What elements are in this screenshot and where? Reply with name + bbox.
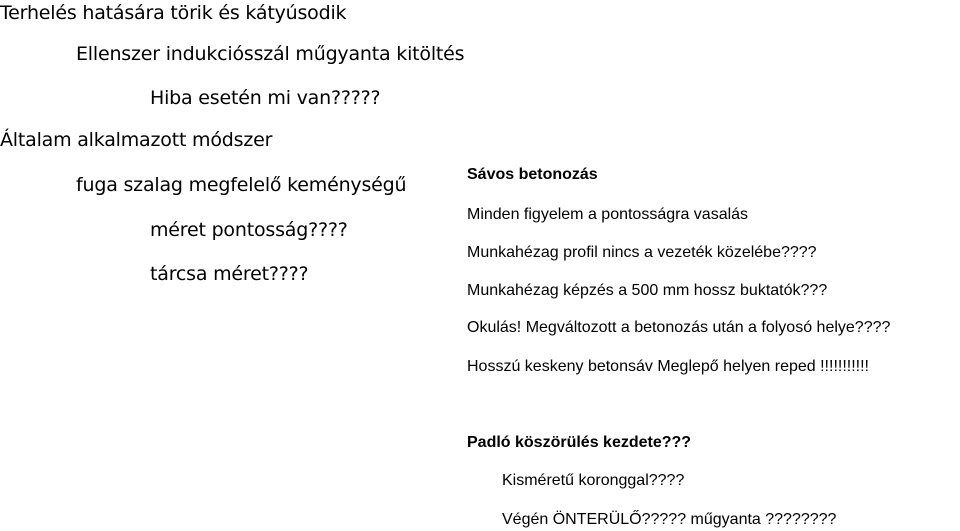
text-line-remedy: Ellenszer indukciósszál műgyanta kitöltés: [76, 43, 465, 65]
text-line-dimension-accuracy: méret pontosság????: [150, 219, 348, 241]
text-line-self-leveling: Végén ÖNTERÜLŐ????? műgyanta ????????: [502, 511, 837, 528]
text-line-joint-profile: Munkahézag profil nincs a vezeték közelébe????: [467, 244, 817, 261]
text-line-attention-rebar: Minden figyelem a pontosságra vasalás: [467, 206, 749, 223]
text-line-disc-size: tárcsa méret????: [150, 263, 309, 285]
text-line-joint-forming: Munkahézag képzés a 500 mm hossz buktatók???: [467, 282, 828, 299]
text-line-my-method: Általam alkalmazott módszer: [0, 129, 273, 151]
text-line-long-strip: Hosszú keskeny betonsáv Meglepő helyen reped !!!!!!!!!!!: [467, 358, 869, 375]
text-line-joint-tape: fuga szalag megfelelő keménységű: [76, 174, 407, 196]
text-line-breakage: Terhelés hatására törik és kátyúsodik: [0, 2, 347, 24]
text-line-lesson: Okulás! Megváltozott a betonozás után a folyosó helye????: [467, 319, 891, 336]
text-line-error-question: Hiba esetén mi van?????: [150, 87, 381, 109]
text-line-small-disc: Kisméretű koronggal????: [502, 472, 685, 489]
heading-strip-concreting: Sávos betonozás: [467, 166, 598, 183]
heading-floor-grinding: Padló köszörülés kezdete???: [467, 434, 692, 451]
